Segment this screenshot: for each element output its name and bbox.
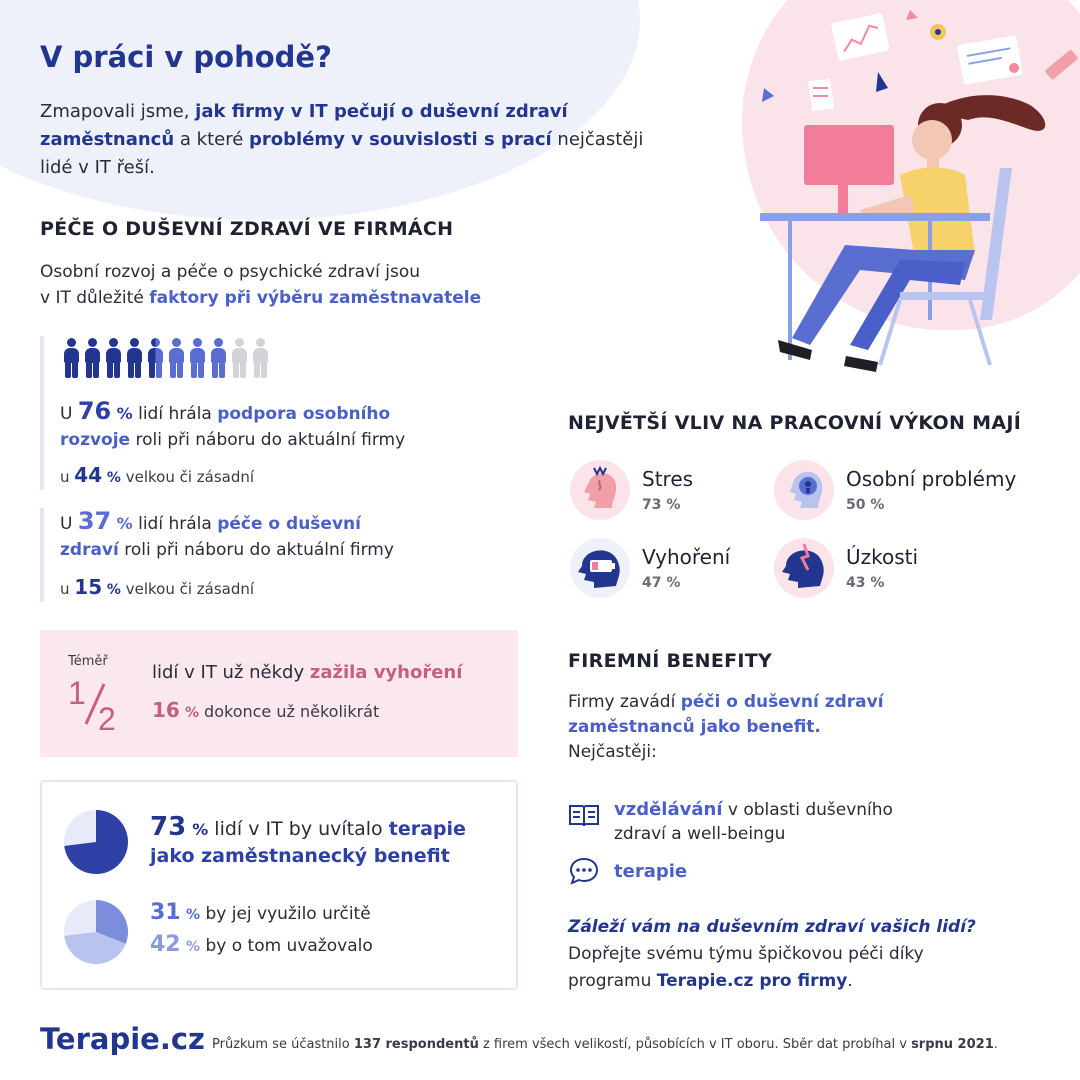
person-icon — [230, 338, 249, 378]
benefit-education-text — [614, 798, 893, 846]
stat-text: velkou či zásadní — [120, 468, 255, 486]
usage-text: by o tom uvažovalo — [200, 936, 373, 956]
stat-text: lidí hrála — [132, 514, 218, 534]
burnout-text — [152, 660, 462, 686]
intro-highlight: jak firmy v IT pečují o duševní zdraví zaměstnanců — [40, 101, 568, 150]
benefit-item-education — [568, 798, 893, 846]
factor-percent: 73 % — [642, 497, 681, 513]
survey-note — [212, 1037, 1042, 1052]
factor-name: Stres — [642, 467, 694, 491]
person-icon — [188, 338, 207, 378]
cta-question: Záleží vám na duševním zdraví vašich lidí? — [568, 917, 976, 937]
stat2-subtext — [60, 575, 480, 599]
stat-percent: % — [116, 404, 133, 423]
benefit-number: 73 — [150, 812, 187, 842]
page-title: V práci v pohodě? — [40, 40, 332, 74]
stat-number: 76 — [77, 397, 112, 425]
care-desc-highlight: faktory při výběru zaměstnavatele — [149, 288, 482, 308]
stat-percent: % — [106, 582, 121, 598]
note-bold: srpnu 2021 — [911, 1037, 994, 1052]
person-icon — [167, 338, 186, 378]
stat-personal-development — [40, 336, 480, 490]
stat-number: 15 — [74, 575, 103, 599]
benefits-most-label: Nejčastěji: — [568, 742, 657, 762]
care-desc-line: v IT důležité — [40, 288, 150, 308]
factor-name: Osobní problémy — [846, 467, 1017, 491]
stat1-subtext — [60, 463, 480, 487]
half-fraction — [64, 674, 128, 734]
benefit-item-highlight: vzdělávání — [614, 799, 723, 820]
factor-percent: 47 % — [642, 575, 681, 591]
factor-name: Vyhoření — [642, 545, 731, 569]
care-description — [40, 259, 540, 311]
cta-line: . — [847, 971, 853, 991]
burnout-line: lidí v IT už někdy — [152, 662, 310, 683]
intro-part: a které — [174, 129, 250, 150]
usage-line-considering — [150, 932, 373, 957]
benefit-line: lidí v IT by uvítalo — [208, 818, 389, 840]
stat-mental-health-care — [40, 508, 480, 602]
benefits-desc-highlight: péči o duševní zdraví — [680, 692, 884, 712]
factor-percent: 43 % — [846, 575, 885, 591]
usage-line-definitely — [150, 900, 371, 925]
intro-text — [40, 98, 680, 182]
cta-line: Dopřejte svému týmu špičkovou péči díky — [568, 944, 924, 964]
benefit-item-therapy — [568, 856, 687, 886]
open-book-icon — [568, 802, 600, 830]
call-to-action — [568, 914, 1058, 995]
factors-heading: NEJVĚTŠÍ VLIV NA PRACOVNÍ VÝKON MAJÍ — [568, 412, 1022, 434]
stat-text: roli při náboru do aktuální firmy — [118, 540, 394, 560]
factor-anxiety — [772, 536, 918, 600]
benefit-highlight: terapie — [388, 818, 466, 840]
stat1-text — [60, 398, 480, 453]
person-icon — [104, 338, 123, 378]
benefit-highlight: jako zaměstnanecký benefit — [150, 845, 450, 867]
stat-number: 44 — [74, 463, 103, 487]
note-text: . — [993, 1037, 998, 1052]
benefit-item-line: zdraví a well-beingu — [614, 824, 786, 844]
anxiety-head-icon — [772, 536, 836, 600]
factor-burnout — [568, 536, 730, 600]
burnout-subline: dokonce už několikrát — [198, 702, 380, 721]
therapy-benefit-pie — [62, 808, 130, 876]
usage-number: 42 — [150, 932, 181, 957]
care-heading: PÉČE O DUŠEVNÍ ZDRAVÍ VE FIRMÁCH — [40, 218, 454, 240]
person-icon — [62, 338, 81, 378]
stat-text: u — [60, 468, 70, 486]
person-icon — [251, 338, 270, 378]
person-icon — [209, 338, 228, 378]
stat-highlight: péče o duševní — [217, 514, 361, 534]
therapy-benefit-text — [150, 814, 500, 870]
usage-text: by jej využilo určitě — [200, 904, 371, 924]
burnout-battery-head-icon — [568, 536, 632, 600]
benefits-desc-line: Firmy zavádí — [568, 692, 681, 712]
almost-label: Téměř — [68, 654, 108, 669]
intro-part: nejčastěji lidé v IT řeší. — [40, 129, 644, 178]
factor-personal-problems — [772, 458, 1016, 522]
fraction-denominator: 2 — [98, 701, 116, 734]
factor-percent: 50 % — [846, 497, 885, 513]
burnout-percent: % — [184, 705, 199, 721]
person-icon — [83, 338, 102, 378]
benefits-desc-highlight: zaměstnanců jako benefit. — [568, 717, 821, 737]
stat-text: U — [60, 404, 73, 424]
stat-text: u — [60, 580, 70, 598]
terapie-logo: Terapie.cz — [40, 1022, 205, 1056]
note-text: Průzkum se účastnilo — [212, 1037, 354, 1052]
stat-text: roli při náboru do aktuální firmy — [130, 430, 406, 450]
intro-part: Zmapovali jsme, — [40, 101, 196, 122]
benefit-item-highlight: terapie — [614, 860, 688, 882]
therapy-benefit-box — [40, 780, 518, 990]
benefits-heading: FIREMNÍ BENEFITY — [568, 650, 773, 672]
people-pictogram — [62, 338, 480, 378]
fraction-numerator: 1 — [68, 675, 86, 711]
factor-name: Úzkosti — [846, 545, 919, 569]
person-icon — [125, 338, 144, 378]
cta-line: programu — [568, 971, 657, 991]
benefit-item-line: v oblasti duševního — [722, 800, 893, 820]
speech-bubble-icon — [568, 856, 600, 886]
usage-percent: % — [186, 907, 201, 923]
usage-percent: % — [186, 939, 201, 955]
stressed-head-icon — [568, 458, 632, 522]
care-desc-line: Osobní rozvoj a péče o psychické zdraví jsou — [40, 262, 421, 282]
woman-at-desk-illustration — [750, 0, 1080, 380]
note-bold: 137 respondentů — [353, 1037, 479, 1052]
note-text: z firem všech velikostí, působících v IT oboru. Sběr dat probíhal v — [478, 1037, 912, 1052]
stat-percent: % — [106, 470, 121, 486]
factor-stress — [568, 458, 693, 522]
intro-highlight: problémy v souvislosti s prací — [249, 129, 552, 150]
stat-text: lidí hrála — [132, 404, 218, 424]
stat2-text — [60, 508, 480, 563]
stat-text: velkou či zásadní — [120, 580, 255, 598]
stat-highlight: zdraví — [60, 540, 119, 560]
burnout-box — [40, 630, 518, 757]
head-problem-icon — [772, 458, 836, 522]
person-icon — [146, 338, 165, 378]
stat-highlight: rozvoje — [60, 430, 131, 450]
usage-number: 31 — [150, 900, 181, 925]
burnout-subtext — [152, 698, 379, 722]
stat-number: 37 — [77, 507, 112, 535]
stat-highlight: podpora osobního — [217, 404, 391, 424]
stat-percent: % — [116, 514, 133, 533]
benefits-description — [568, 690, 1048, 765]
cta-link[interactable]: Terapie.cz pro firmy — [656, 971, 848, 991]
stat-text: U — [60, 514, 73, 534]
therapy-usage-pie — [62, 898, 130, 966]
benefit-percent: % — [192, 820, 209, 839]
burnout-highlight: zažila vyhoření — [309, 662, 463, 683]
burnout-number: 16 — [152, 698, 180, 722]
